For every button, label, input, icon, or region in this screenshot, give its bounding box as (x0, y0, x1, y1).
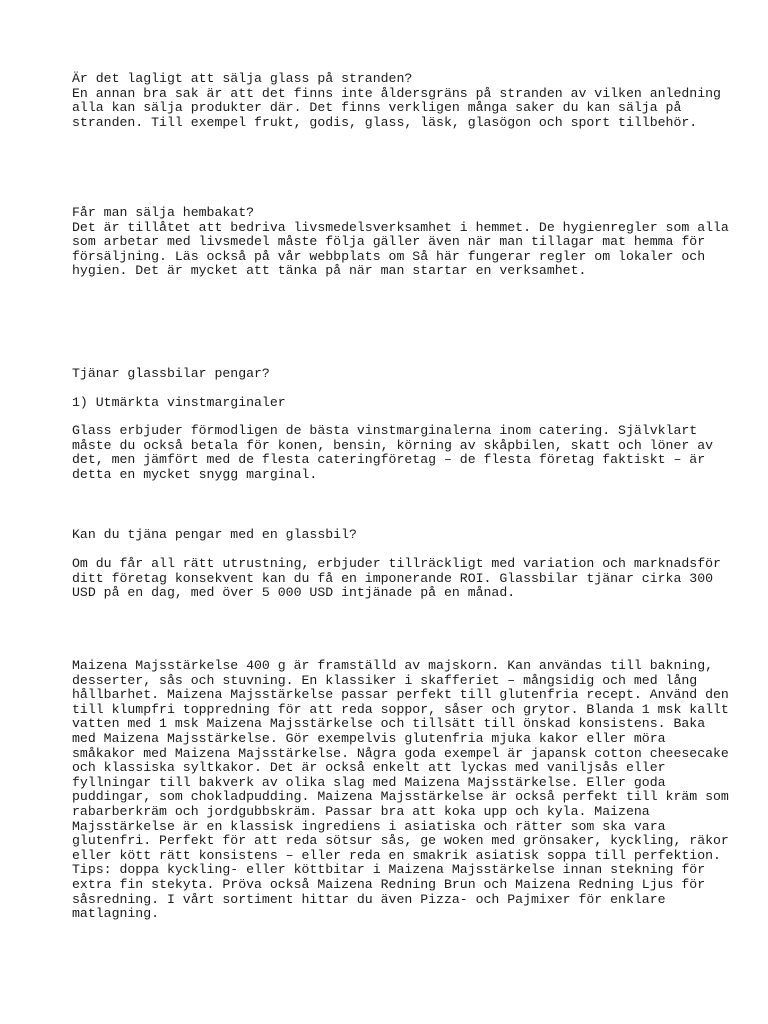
section-heading-earn-money: Kan du tjäna pengar med en glassbil? (72, 527, 357, 542)
section-body-beach-sales: En annan bra sak är att det finns inte åldersgräns på stranden av vilken anledning alla kan sälja produkter där. Det finns verkligen många saker du kan sälja på stranden. Till exempel frukt, godis, glass, läsk, glasögon och sport tillbehör. (72, 85, 721, 130)
section-heading-ice-cream-trucks: Tjänar glassbilar pengar? (72, 366, 270, 381)
section-body-homebaked: Det är tillåtet att bedriva livsmedelsverksamhet i hemmet. De hygienregler som alla som arbetar med livsmedel måste följa gäller även när man tillagar mat hemma för försäljning. Läs också på vår webbplats om Så här fungerar regler om lokaler och hygien. Det är mycket att tänka på när man startar en verksamhet. (72, 219, 729, 279)
section-body-margins: Glass erbjuder förmodligen de bästa vinstmarginalerna inom catering. Självklart måste du också betala för konen, bensin, körning av skåpbilen, skatt och löner av det, men jämfört med de flesta cateringföretag – de flesta företag faktiskt – är detta en mycket snygg marginal. (72, 423, 714, 482)
section-heading-homebaked: Får man sälja hembakat? (72, 205, 255, 220)
section-body-earn-money: Om du får all rätt utrustning, erbjuder tillräckligt med variation och marknadsför ditt företag konsekvent kan du få en imponerande ROI. Glassbilar tjänar cirka 300 USD på en dag, med över 5 000 USD intjänade på en månad. (72, 556, 721, 601)
section-heading-beach-sales: Är det lagligt att sälja glass på stranden? (72, 71, 413, 86)
section-subheading-margins: 1) Utmärkta vinstmarginaler (72, 395, 286, 410)
section-body-maizena: Maizena Majsstärkelse 400 g är framställd av majskorn. Kan användas till bakning, desserter, sås och stuvning. En klassiker i skafferiet – mångsidig och med lång hållbarhet. Maizena Majsstärkelse passar perfekt till glutenfria recept. Använd den till klumpfri toppredning för att reda soppor, såser och grytor. Blanda 1 msk kallt vatten med 1 msk Maizena Majsstärkelse och tillsätt till önskad konsistens. Baka med Maizena Majsstärkelse. Gör exempelvis glutenfria mjuka kakor eller möra småkakor med Maizena Majsstärkelse. Några goda exempel är japansk cotton cheesecake och klassiska syltkakor. Det är också enkelt att lyckas med vaniljsås eller fyllningar till bakverk av olika slag med Maizena Majsstärkelse. Eller goda puddingar, som chokladpudding. Maizena Majsstärkelse är också perfekt till kräm som rabarberkräm och jordgubbskräm. Passar bra att koka upp och kyla. Maizena Majsstärkelse är en klassisk ingrediens i asiatiska och rätter som ska vara glutenfri. Perfekt för att reda sötsur sås, ge woken med grönsaker, kyckling, räkor eller kött rätt konsistens – eller reda en smakrik asiatisk soppa till perfektion. Tips: doppa kyckling- eller köttbitar i Maizena Majsstärkelse innan stekning för extra fin stekyta. Pröva också Maizena Redning Brun och Maizena Redning Ljus för såsredning. I vårt sortiment hittar du även Pizza- och Pajmixer för enklare matlagning. (72, 658, 729, 922)
